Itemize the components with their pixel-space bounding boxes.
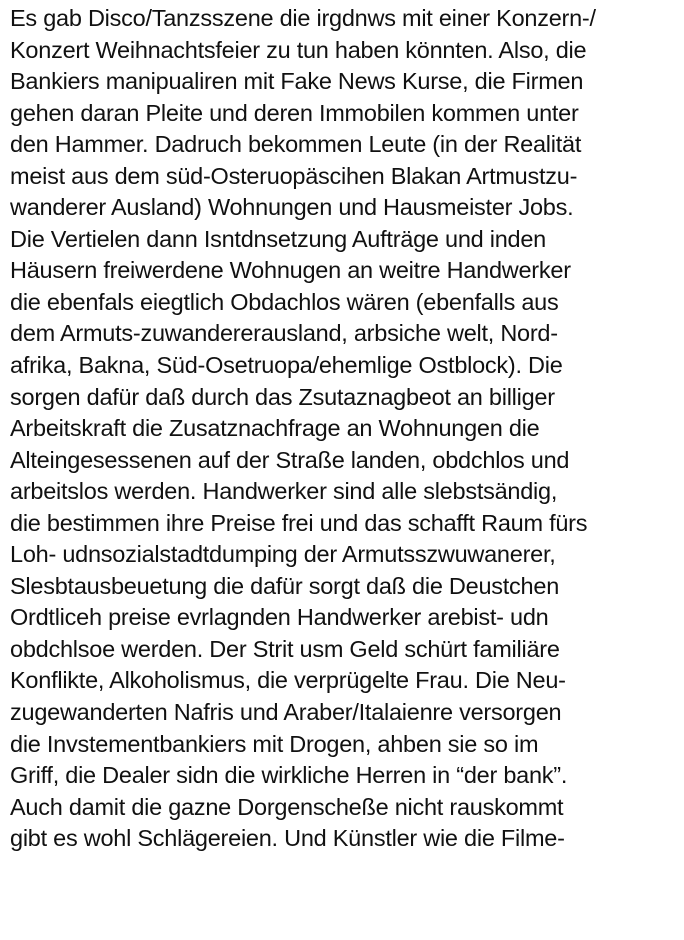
text-line: afrika, Bakna, Süd-Osetruopa/ehemlige Ostblock). Die: [10, 352, 563, 379]
text-line: wanderer Ausland) Wohnungen und Hausmeister Jobs.: [10, 194, 574, 221]
text-line: Konflikte, Alkoholismus, die verprügelte Frau. Die Neu-: [10, 667, 566, 694]
text-line: Konzert Weihnachtsfeier zu tun haben könnten. Also, die: [10, 36, 587, 63]
text-line: den Hammer. Dadruch bekommen Leute (in der Realität: [10, 131, 582, 158]
text-line: arbeitslos werden. Handwerker sind alle slebstsändig,: [10, 478, 558, 505]
text-line: zugewanderten Nafris und Araber/Italaienre versorgen: [10, 699, 562, 726]
text-line: die ebenfals eiegtlich Obdachlos wären (ebenfalls aus: [10, 288, 559, 315]
text-line: Alteingesessenen auf der Straße landen, obdchlos und: [10, 446, 570, 473]
body-text: [10, 3, 680, 855]
text-line: Griff, die Dealer sidn die wirkliche Herren in “der bank”.: [10, 762, 568, 789]
text-line: Slesbtausbeuetung die dafür sorgt daß die Deustchen: [10, 572, 560, 599]
text-line: die Invstementbankiers mit Drogen, ahben sie so im: [10, 730, 539, 757]
text-line: gibt es wohl Schlägereien. Und Künstler wie die Filme-: [10, 825, 565, 852]
text-line: Häusern freiwerdene Wohnugen an weitre Handwerker: [10, 257, 571, 284]
text-line: Loh- udnsozialstadtdumping der Armutsszwuwanerer,: [10, 541, 556, 568]
text-line: Auch damit die gazne Dorgenscheße nicht rauskommt: [10, 793, 564, 820]
text-line: dem Armuts-zuwandererausland, arbsiche welt, Nord-: [10, 320, 558, 347]
text-line: Ordtliceh preise evrlagnden Handwerker arebist- udn: [10, 604, 549, 631]
text-line: Arbeitskraft die Zusatznachfrage an Wohnungen die: [10, 415, 540, 442]
text-line: Es gab Disco/Tanzsszene die irgdnws mit einer Konzern-/: [10, 5, 596, 31]
text-line: gehen daran Pleite und deren Immobilen kommen unter: [10, 99, 579, 126]
text-line: Bankiers manipualiren mit Fake News Kurse, die Firmen: [10, 68, 584, 95]
text-line: sorgen dafür daß durch das Zsutaznagbeot an billiger: [10, 383, 555, 410]
text-line: obdchlsoe werden. Der Strit usm Geld schürt familiäre: [10, 635, 560, 662]
text-line: meist aus dem süd-Osteruopäscihen Blakan Artmustzu-: [10, 162, 578, 189]
text-line: die bestimmen ihre Preise frei und das schafft Raum fürs: [10, 509, 588, 536]
text-line: Die Vertielen dann Isntdnsetzung Aufträge und inden: [10, 225, 546, 252]
